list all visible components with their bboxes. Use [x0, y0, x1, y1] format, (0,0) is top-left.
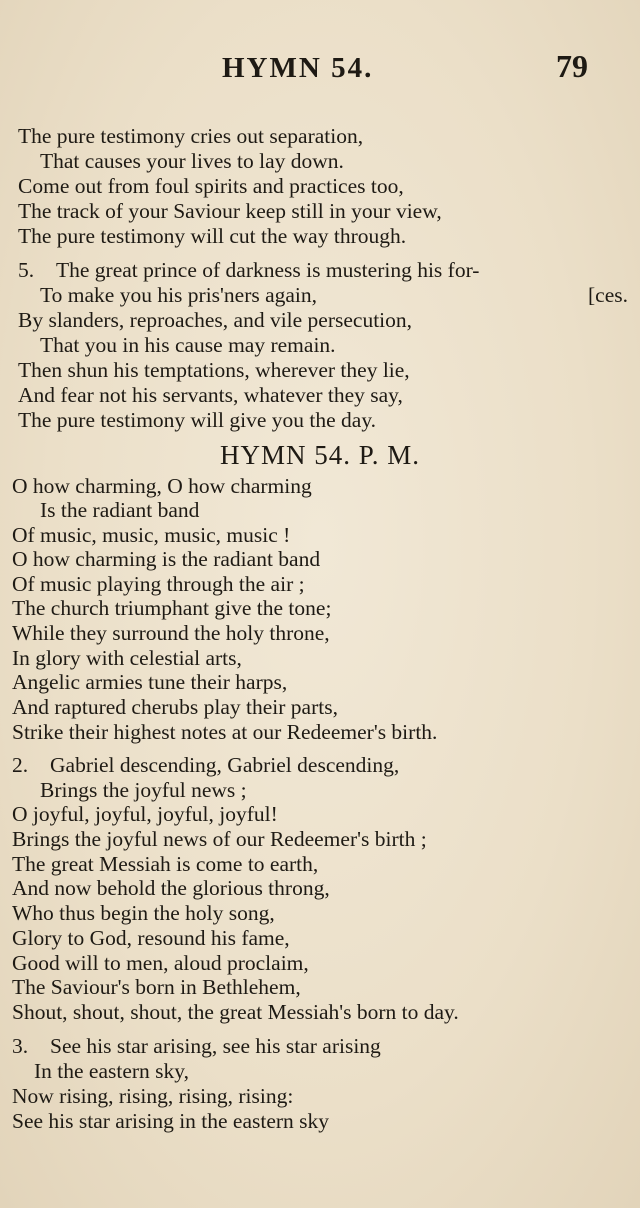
verse-3-line-4: See his star arising in the eastern sky [12, 1109, 330, 1133]
verse-1-line-1: O how charming, O how charming [12, 474, 312, 498]
verse-1-line-8: In glory with celestial arts, [12, 646, 242, 670]
verse-2-line-5: The great Messiah is come to earth, [12, 852, 319, 876]
stanza-5-line-4: That you in his cause may remain. [40, 333, 336, 357]
stanza-5-line-5: Then shun his temptations, wherever they lie, [18, 358, 410, 382]
verse-1-line-7: While they surround the holy throne, [12, 621, 330, 645]
verse-1-line-9: Angelic armies tune their harps, [12, 670, 288, 694]
stanza-5-hyphen-carryover: [ces. [588, 283, 628, 307]
stanza-5-first-text: The great prince of darkness is mustering his for- [56, 258, 480, 282]
verse-2-first-text: Gabriel descending, Gabriel descending, [50, 753, 400, 777]
stanza-a-line-3: Come out from foul spirits and practices too, [18, 174, 404, 198]
running-head: HYMN 54. [222, 52, 374, 84]
verse-3-number: 3. [12, 1034, 29, 1058]
verse-1-line-2: Is the radiant band [40, 498, 200, 522]
verse-2-line-7: Who thus begin the holy song, [12, 901, 275, 925]
verse-2-line-6: And now behold the glorious throng, [12, 876, 330, 900]
verse-2-line-1 [0, 753, 640, 778]
verse-2-line-10: The Saviour's born in Bethlehem, [12, 975, 301, 999]
verse-1-line-10: And raptured cherubs play their parts, [12, 695, 338, 719]
stanza-5-line-3: By slanders, reproaches, and vile persecution, [18, 308, 413, 332]
stanza-a-line-5: The pure testimony will cut the way through. [18, 224, 407, 248]
verse-2-line-9: Good will to men, aloud proclaim, [12, 951, 309, 975]
verse-1-line-5: Of music playing through the air ; [12, 572, 305, 596]
stanza-5-line-2 [0, 283, 640, 308]
verse-2-line-2: Brings the joyful news ; [40, 778, 247, 802]
verse-3-first-text: See his star arising, see his star arising [50, 1034, 381, 1058]
verse-3-line-1 [0, 1034, 640, 1059]
stanza-a-line-2: That causes your lives to lay down. [40, 149, 344, 173]
verse-2-line-3: O joyful, joyful, joyful, joyful! [12, 802, 278, 826]
stanza-a-line-1: The pure testimony cries out separation, [18, 124, 364, 148]
hymn-title: HYMN 54. P. M. [219, 440, 421, 470]
stanza-a-line-4: The track of your Saviour keep still in your view, [18, 199, 442, 223]
stanza-5-number: 5. [18, 258, 35, 282]
page-number: 79 [556, 48, 588, 84]
verse-1-line-6: The church triumphant give the tone; [12, 596, 332, 620]
verse-2-line-8: Glory to God, resound his fame, [12, 926, 290, 950]
verse-2-line-4: Brings the joyful news of our Redeemer's birth ; [12, 827, 427, 851]
verse-2-number: 2. [12, 753, 29, 777]
verse-1-line-3: Of music, music, music, music ! [12, 523, 291, 547]
verse-2-line-11: Shout, shout, shout, the great Messiah's born to day. [12, 1000, 459, 1024]
verse-3-line-2: In the eastern sky, [34, 1059, 190, 1083]
stanza-5-line-7: The pure testimony will give you the day. [18, 408, 377, 432]
stanza-5-second-text: To make you his pris'ners again, [40, 283, 318, 307]
page-header [0, 48, 640, 88]
stanza-5-line-1 [0, 258, 640, 283]
stanza-5-line-6: And fear not his servants, whatever they say, [18, 383, 403, 407]
verse-1-line-11: Strike their highest notes at our Redeemer's birth. [12, 720, 438, 744]
verse-1-line-4: O how charming is the radiant band [12, 547, 321, 571]
verse-3-line-3: Now rising, rising, rising, rising: [12, 1084, 294, 1108]
